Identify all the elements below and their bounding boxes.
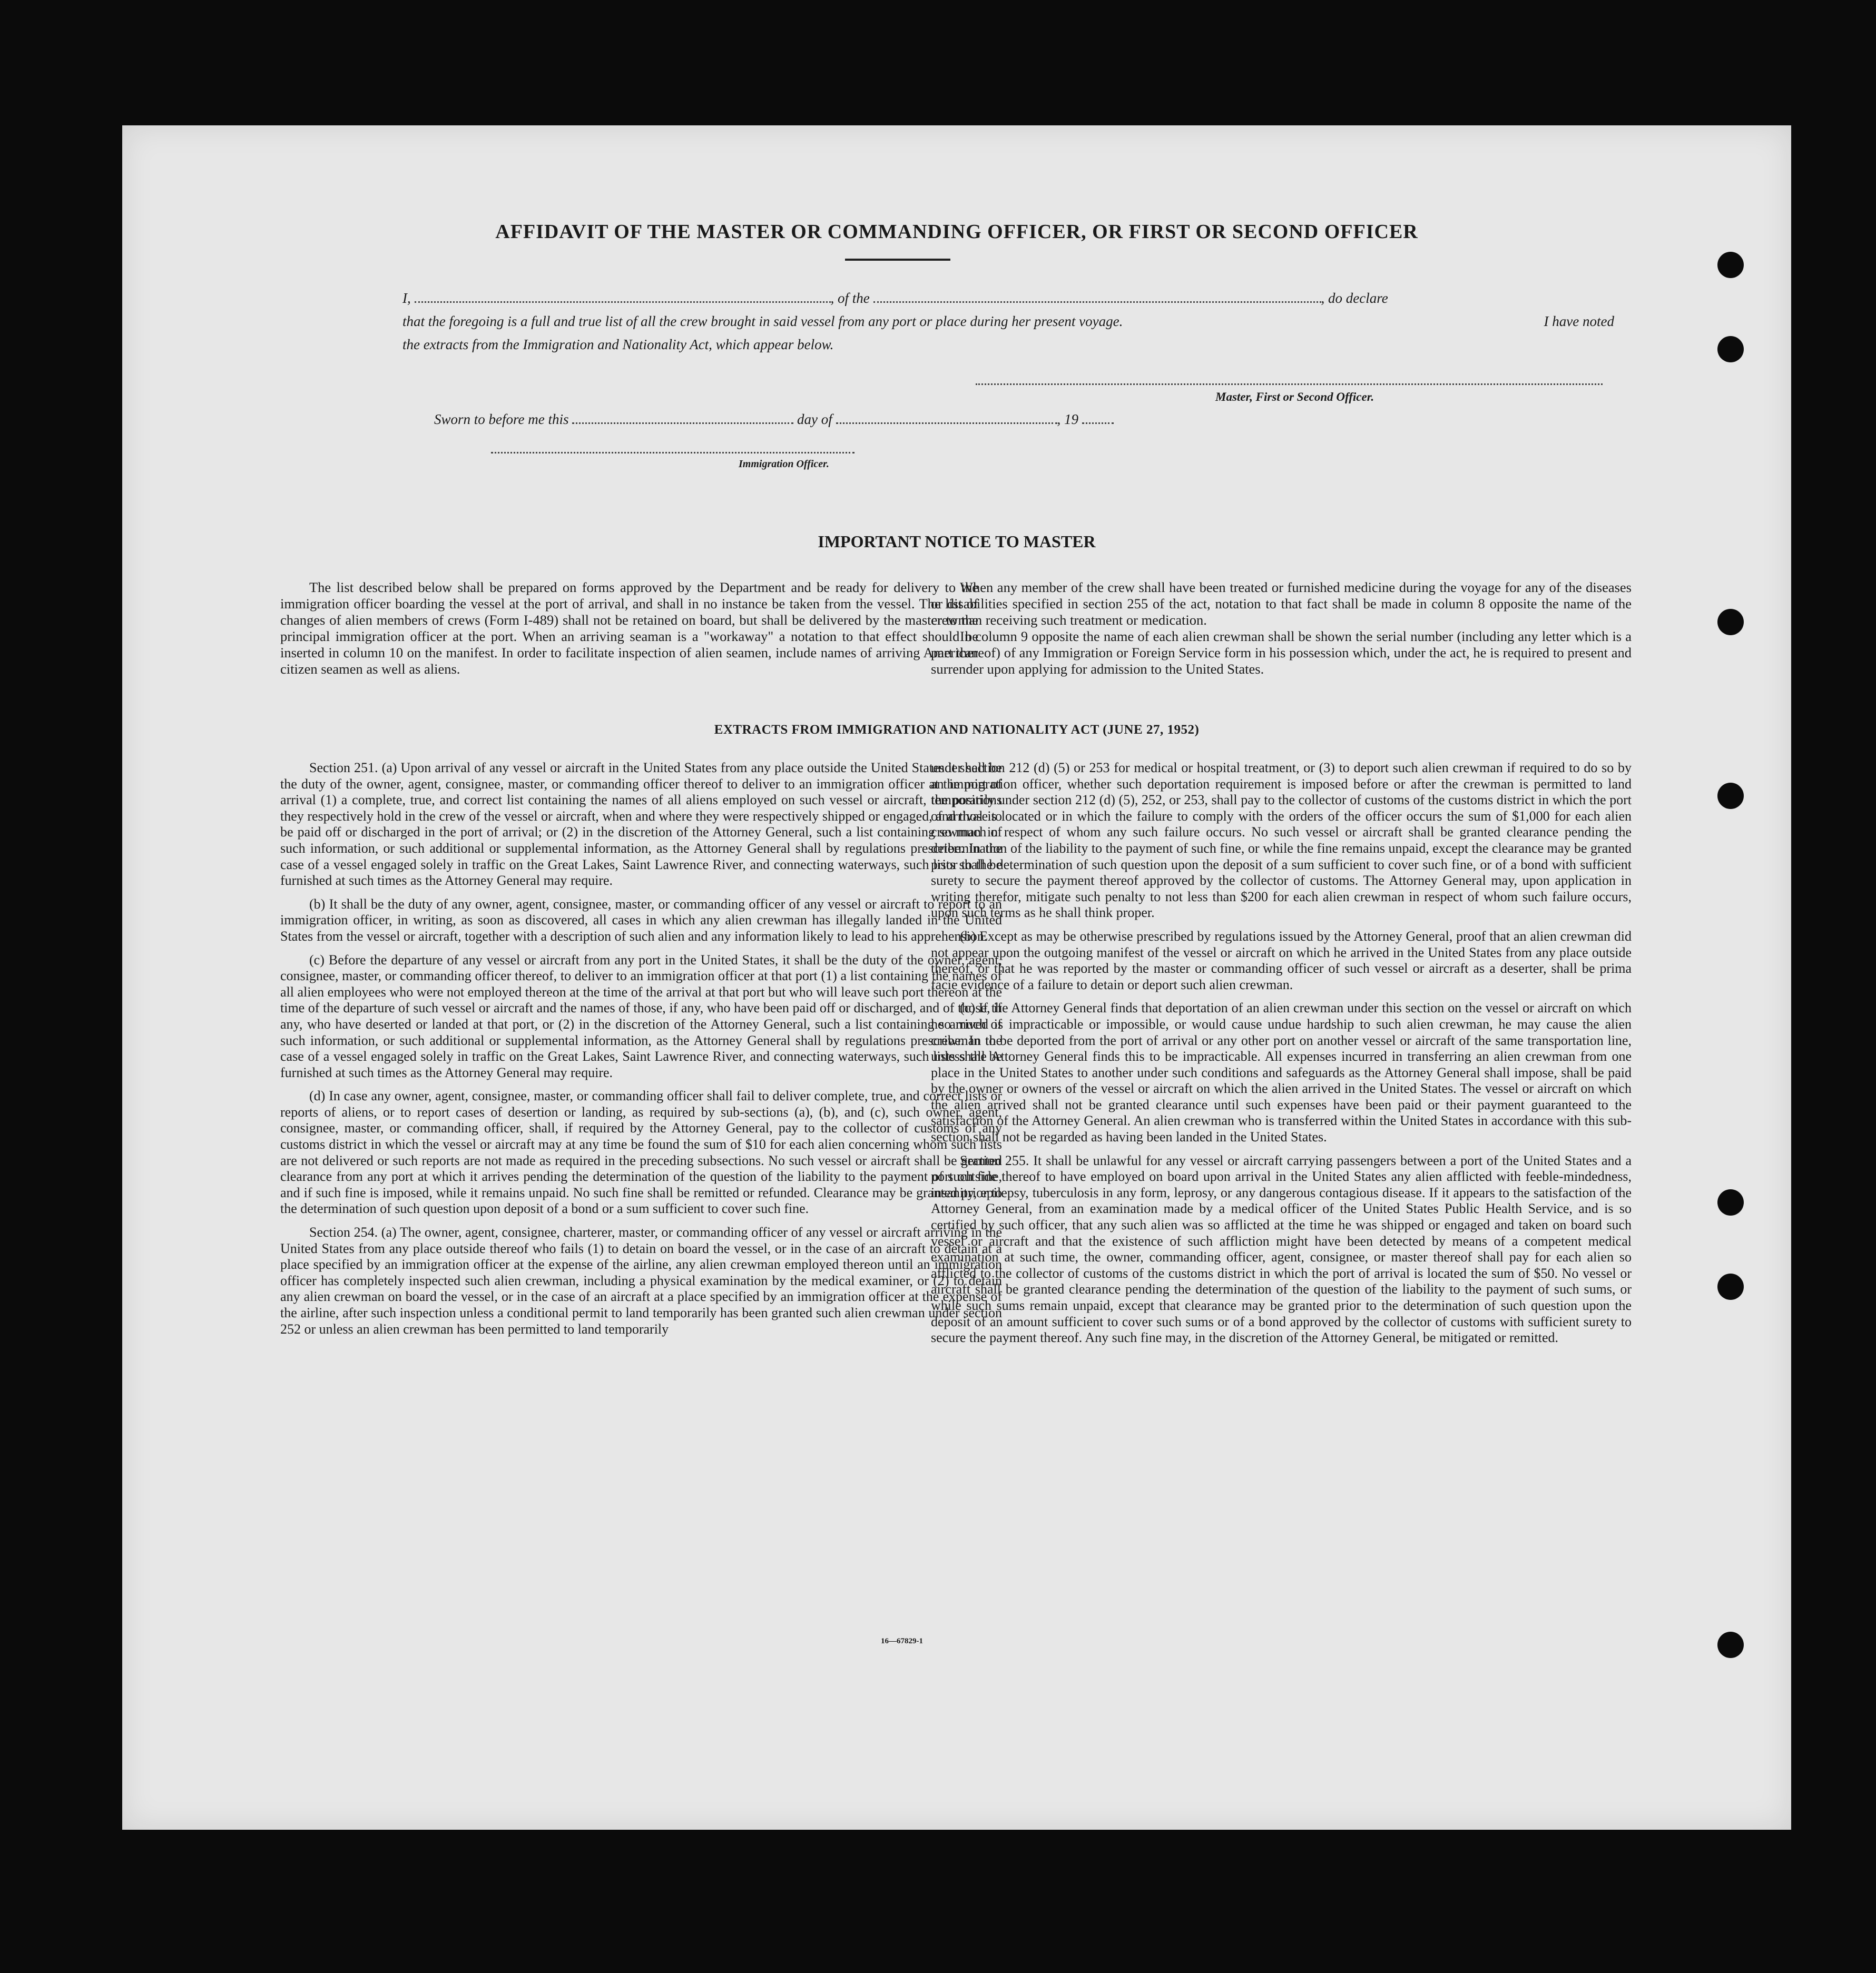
notice-title: IMPORTANT NOTICE TO MASTER <box>818 532 1096 551</box>
declaration-line-3: the extracts from the Immigration and Nationality Act, which appear below. <box>402 337 834 352</box>
declaration-of-the: , of the <box>830 290 870 306</box>
section-254-a: Section 254. (a) The owner, agent, consignee, charterer, master, or commanding officer of any vessel or aircraft arriving in the United States from any place outside thereof who fails (1) to detain on board the vessel, or in the case of an aircraft to detain at a place specified by an immigration officer at the expense of the airline, any alien crewman employed thereon until an immigration officer has completely inspected such alien crewman, including a physical examination by the medical examiner, or (2) to detain any alien crewman on board the vessel, or in the case of an aircraft at a place specified by an immigration officer at the expense of the airline, after such inspection unless a conditional permit to land temporarily has been granted such alien crewman under section 252 or unless an alien crewman has been permitted to land temporarily <box>280 1225 1002 1337</box>
sworn-line <box>434 406 1330 433</box>
sworn-year-blank <box>1082 412 1114 424</box>
section-254-b: (b) Except as may be otherwise prescribed by regulations issued by the Attorney General, proof that an alien crewman did not appear upon the outgoing manifest of the vessel or aircraft on which he arrived in the United States from any place outside thereof, or that he was reported by the master or commanding officer of such vessel or aircraft as a deserter, shall be prima facie evidence of a failure to detain or deport such alien crewman. <box>931 928 1632 992</box>
name-blank <box>415 291 831 303</box>
punch-hole <box>1717 1632 1744 1658</box>
sworn-year: , 19 <box>1057 411 1078 427</box>
officer-caption: Immigration Officer. <box>739 458 829 470</box>
section-251-d: (d) In case any owner, agent, consignee, master, or commanding officer shall fail to deliver complete, true, and correct lists or reports of aliens, or to report cases of desertion or landing, as required by sub-sections (a), (b), and (c), such owner, agent, consignee, master, or commanding officer, shall, if required by the Attorney General, pay to the collector of customs of any customs district in which the vessel or aircraft may at any time be found the sum of $10 for each alien concerning whom such lists are not delivered or such reports are not made as required in the preceding subsections. No such vessel or aircraft shall be granted clearance from any port at which it arrives pending the determination of the question of the liability to the payment of such fine, and if such fine is imposed, while it remains unpaid. No such fine shall be remitted or refunded. Clearance may be granted prior to the determination of such question upon deposit of a bond or a sum sufficient to cover such fine. <box>280 1088 1002 1217</box>
declaration-noted: I have noted <box>1544 313 1614 329</box>
document-page <box>122 125 1791 1830</box>
section-254-c: (c) If the Attorney General finds that deportation of an alien crewman under this section on the vessel or aircraft on which he arrived is impracticable or impossible, or would cause undue hardship to such alien crewman, he may cause the alien crewman to be deported from the port of arrival or any other port on another vessel or aircraft of the same transportation line, unless the Attorney General finds this to be impracticable. All expenses incurred in transferring an alien crewman from one place in the United States to another under such conditions and safeguards as the Attorney General shall impose, shall be paid by the owner or owners of the vessel or aircraft on which the alien arrived in the United States. The vessel or aircraft on which the alien arrived shall not be granted clearance until such expenses have been paid or their payment guaranteed to the satisfaction of the Attorney General. An alien crewman who is transferred within the United States in accordance with this sub-section shall not be regarded as having been landed in the United States. <box>931 1000 1632 1145</box>
section-251-c: (c) Before the departure of any vessel or aircraft from any port in the United States, it shall be the duty of the owner, agent, consignee, master, or commanding officer thereof, to deliver to an immigration officer at that port (1) a list containing the names of all alien employees who were not employed thereon at the time of the arrival at that port but who will leave such port thereon at the time of the departure of such vessel or aircraft and the names of those, if any, who have been paid off or discharged, and of those, if any, who have deserted or landed at that port, or (2) in the discretion of the Attorney General, such a list containing so much of such information, or such additional or supplemental information, as the Attorney General shall by regulations prescribe. In the case of a vessel engaged solely in traffic on the Great Lakes, Saint Lawrence River, and connecting waterways, such lists shall be furnished at such times as the Attorney General may require. <box>280 952 1002 1080</box>
title-underline <box>845 259 950 261</box>
section-251-a: Section 251. (a) Upon arrival of any vessel or aircraft in the United States from any place outside the United States it shall be the duty of the owner, agent, consignee, master, or commanding officer thereof to deliver to an immigration officer at the port of arrival (1) a complete, true, and correct list containing the names of all aliens employed on such vessel or aircraft, the positions they respectively hold in the crew of the vessel or aircraft, when and where they were respectively shipped or engaged, and those to be paid off or discharged in the port of arrival; or (2) in the discretion of the Attorney General, such a list containing so much of such information, or such additional or supplemental information, as the Attorney General shall by regulations prescribe. In the case of a vessel engaged solely in traffic on the Great Lakes, Saint Lawrence River, and connecting waterways, such lists shall be furnished at such times as the Attorney General may require. <box>280 760 1002 889</box>
notice-left-column <box>280 579 978 677</box>
master-caption: Master, First or Second Officer. <box>1215 390 1374 403</box>
section-251-b: (b) It shall be the duty of any owner, agent, consignee, master, or commanding officer of any vessel or aircraft to report to an immigration officer, in writing, as soon as discovered, all cases in which any alien crewman has illegally landed in the United States from the vessel or aircraft, together with a description of such alien and any information likely to lead to his apprehension. <box>280 896 1002 944</box>
sworn-day-of: day of <box>797 411 832 427</box>
declaration-do-declare: , do declare <box>1321 290 1388 306</box>
officer-signature-line <box>491 452 854 453</box>
punch-hole <box>1717 336 1744 362</box>
punch-hole <box>1717 1189 1744 1216</box>
master-signature-line <box>976 383 1603 385</box>
punch-hole <box>1717 609 1744 635</box>
punch-hole <box>1717 252 1744 278</box>
sworn-day-blank <box>572 412 793 424</box>
declaration-text: that the foregoing is a full and true list of all the crew brought in said vessel from any port or place during her present voyage. <box>402 313 1123 329</box>
notice-right-paragraph-1: When any member of the crew shall have been treated or furnished medicine during the voyage for any of the diseases or disabilities specified in section 255 of the act, notation to that fact shall be made in column 8 opposite the name of the crewman receiving such treatment or medication. <box>931 579 1632 628</box>
section-255: Section 255. It shall be unlawful for any vessel or aircraft carrying passengers between a port of the United States and a port outside thereof to have employed on board upon arrival in the United States any alien afflicted with feeble-mindedness, insanity, epilepsy, tuberculosis in any form, leprosy, or any dangerous contagious disease. If it appears to the satisfaction of the Attorney General, from an examination made by a medical officer of the United States Public Health Service, and is so certified by such officer, that any such alien was so afflicted at the time he was shipped or engaged and taken on board such vessel or aircraft and that the existence of such affliction might have been detected by means of a competent medical examination at such time, the owner, commanding officer, agent, consignee, or master thereof shall pay for each alien so afflicted to the collector of customs of the customs district in which the port of arrival is located the sum of $50. No vessel or aircraft shall be granted clearance pending the determination of the question of the liability to the payment of such sums, or while such sums remain unpaid, except that clearance may be granted prior to the determination of such question upon the deposit of an amount sufficient to cover such sums or of a bond approved by the collector of customs with sufficient surety to secure the payment thereof. Any such fine may, in the discretion of the Attorney General, be mitigated or remitted. <box>931 1152 1632 1346</box>
notice-right-column <box>931 579 1632 677</box>
punch-hole <box>1717 1274 1744 1300</box>
affidavit-title: AFFIDAVIT OF THE MASTER OR COMMANDING OFFICER, OR FIRST OR SECOND OFFICER <box>495 221 1418 243</box>
extracts-right-column <box>931 760 1632 1346</box>
sworn-text: Sworn to before me this <box>434 411 569 427</box>
notice-left-paragraph: The list described below shall be prepared on forms approved by the Department and be ready for delivery to the immigration officer boarding the vessel at the port of arrival, and shall in no instance be taken from the vessel. The list of changes of alien members of crews (Form I-489) shall not be retained on board, but shall be delivered by the master to the principal immigration officer at the port. When an arriving seaman is a "workaway" a notation to that effect should be inserted in column 10 on the manifest. In order to facilitate inspection of alien seamen, include names of arriving American citizen seamen as well as aliens. <box>280 579 978 677</box>
form-number: 16—67829-1 <box>881 1637 923 1645</box>
extracts-left-column <box>280 760 1002 1337</box>
vessel-blank <box>873 291 1321 303</box>
section-254-a-cont: under section 212 (d) (5) or 253 for medical or hospital treatment, or (3) to deport such alien crewman if required to do so by an immigration officer, whether such deportation requirement is imposed before or after the crewman is permitted to land temporarily under section 212 (d) (5), 252, or 253, shall pay to the collector of customs of the customs district in which the port of arrival is located or in which the failure to comply with the orders of the officer occurs the sum of $1,000 for each alien crewman in respect of whom any such failure occurs. No such vessel or aircraft shall be granted clearance pending the determination of the liability to the payment of such fine, or while the fine remains unpaid, except the clearance may be granted prior to the determination of such question upon the deposit of a sum sufficient to cover such fine, or of a bond with sufficient surety to secure the payment thereof approved by the collector of customs. The Attorney General may, upon application in writing therefor, mitigate such penalty to not less than $200 for each alien crewman in respect of whom such failure occurs, upon such terms as he shall think proper. <box>931 760 1632 921</box>
notice-right-paragraph-2: In column 9 opposite the name of each alien crewman shall be shown the serial number (including any letter which is a part thereof) of any Immigration or Foreign Service form in his possession which, under the act, he is required to present and surrender upon applying for admission to the United States. <box>931 628 1632 677</box>
punch-hole <box>1717 783 1744 809</box>
declaration-i: I, <box>402 290 411 306</box>
sworn-month-blank <box>836 412 1057 424</box>
extracts-title: EXTRACTS FROM IMMIGRATION AND NATIONALITY ACT (JUNE 27, 1952) <box>714 723 1200 737</box>
